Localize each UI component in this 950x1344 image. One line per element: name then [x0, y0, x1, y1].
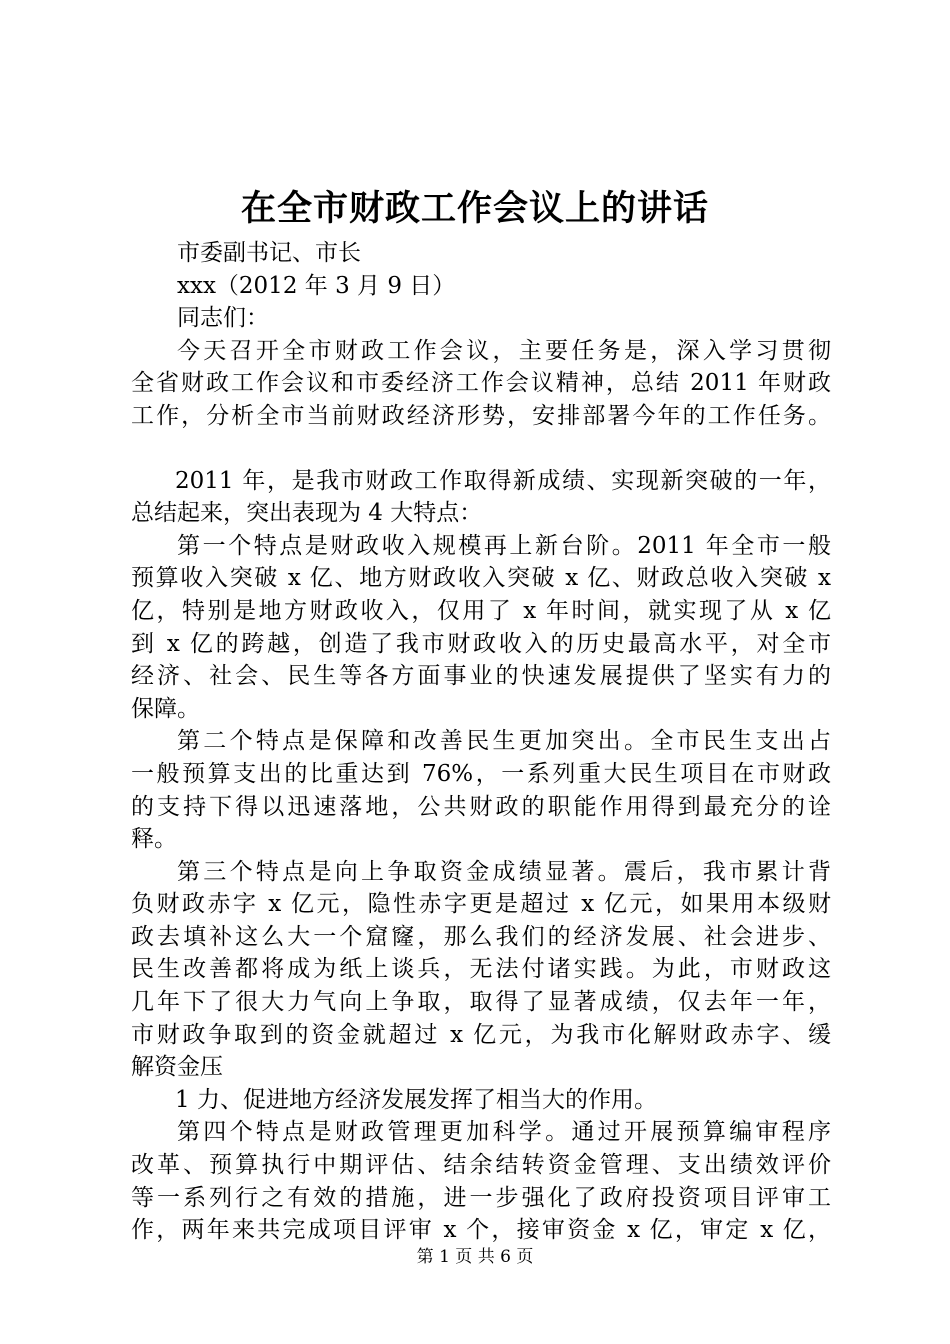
text-line: 总结起来，突出表现为 4 大特点：	[131, 500, 483, 527]
text-line: 第一个特点是财政收入规模再上新台阶。2011 年全市一般	[177, 532, 831, 559]
text-line: 经济、社会、民生等各方面事业的快速发展提供了坚实有力的	[131, 663, 831, 690]
text-line: 亿，特别是地方财政收入，仅用了 x 年时间，就实现了从 x 亿	[131, 597, 831, 624]
salutation: 同志们：	[177, 305, 269, 332]
text-line: 保障。	[131, 695, 200, 722]
text-line: 几年下了很大力气向上争取，取得了显著成绩，仅去年一年，	[131, 989, 831, 1016]
page-footer: 第 1 页 共 6 页	[416, 1247, 534, 1267]
speaker-date: xxx（2012 年 3 月 9 日）	[177, 272, 456, 299]
paragraph-gap	[131, 433, 831, 465]
text-line: 市财政争取到的资金就超过 x 亿元，为我市化解财政赤字、缓	[131, 1021, 831, 1048]
paragraph-lines	[131, 335, 831, 1247]
text-line: 负财政赤字 x 亿元，隐性赤字更是超过 x 亿元，如果用本级财	[131, 891, 831, 918]
text-line: 等一系列行之有效的措施，进一步强化了政府投资项目评审工	[131, 1184, 831, 1211]
text-line: 解资金压	[131, 1054, 223, 1081]
text-line: 第三个特点是向上争取资金成绩显著。震后，我市累计背	[177, 858, 831, 885]
text-line: 第二个特点是保障和改善民生更加突出。全市民生支出占	[177, 728, 831, 755]
text-line: 的支持下得以迅速落地，公共财政的职能作用得到最充分的诠	[131, 793, 831, 820]
text-line: 今天召开全市财政工作会议，主要任务是，深入学习贯彻	[177, 337, 831, 364]
text-line: 2011 年，是我市财政工作取得新成绩、实现新突破的一年，	[175, 467, 831, 494]
text-line: 一般预算支出的比重达到 76%，一系列重大民生项目在市财政	[131, 760, 831, 787]
text-line: 改革、预算执行中期评估、结余结转资金管理、支出绩效评价	[131, 1152, 831, 1179]
text-line: 全省财政工作会议和市委经济工作会议精神，总结 2011 年财政	[131, 370, 831, 397]
speaker-title: 市委副书记、市长	[177, 240, 361, 266]
text-line: 到 x 亿的跨越，创造了我市财政收入的历史最高水平，对全市	[131, 630, 831, 657]
text-line: 释。	[131, 826, 177, 853]
document-title: 在全市财政工作会议上的讲话	[240, 188, 709, 229]
text-line: 民生改善都将成为纸上谈兵，无法付诸实践。为此，市财政这	[131, 956, 831, 983]
text-line: 1 力、促进地方经济发展发挥了相当大的作用。	[175, 1086, 657, 1113]
text-line: 第四个特点是财政管理更加科学。通过开展预算编审程序	[177, 1119, 831, 1146]
text-line: 工作，分析全市当前财政经济形势，安排部署今年的工作任务。	[131, 402, 831, 429]
document-body	[131, 237, 831, 1247]
text-line: 作，两年来共完成项目评审 x 个，接审资金 x 亿，审定 x 亿，	[131, 1217, 831, 1244]
text-line: 预算收入突破 x 亿、地方财政收入突破 x 亿、财政总收入突破 x	[131, 565, 831, 592]
text-line: 政去填补这么大一个窟窿，那么我们的经济发展、社会进步、	[131, 923, 831, 950]
